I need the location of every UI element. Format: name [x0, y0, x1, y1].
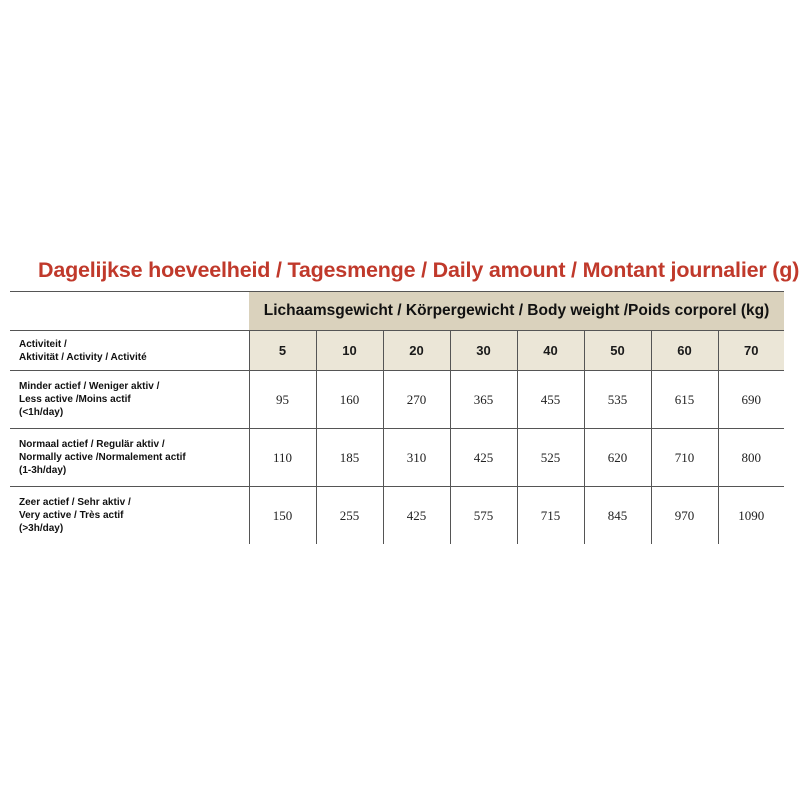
weight-cell: 20 [383, 331, 450, 371]
amount-cell: 690 [718, 371, 784, 429]
activity-label-line: Zeer actief / Sehr aktiv / [19, 497, 131, 508]
activity-label [10, 371, 249, 429]
amount-cell: 365 [450, 371, 517, 429]
activity-label [10, 487, 249, 545]
amount-cell: 970 [651, 487, 718, 545]
activity-label-line: Minder actief / Weniger aktiv / [19, 381, 160, 392]
table-row [10, 429, 784, 487]
activity-label-line: Very active / Très actif [19, 510, 124, 521]
feeding-table [10, 291, 784, 544]
activity-label [10, 429, 249, 487]
amount-cell: 255 [316, 487, 383, 545]
activity-label-line: (>3h/day) [19, 523, 64, 534]
amount-cell: 710 [651, 429, 718, 487]
amount-cell: 525 [517, 429, 584, 487]
amount-cell: 95 [249, 371, 316, 429]
activity-header [10, 331, 249, 371]
amount-cell: 615 [651, 371, 718, 429]
weight-cell: 10 [316, 331, 383, 371]
amount-cell: 160 [316, 371, 383, 429]
weight-cell: 50 [584, 331, 651, 371]
amount-cell: 800 [718, 429, 784, 487]
activity-header-line: Activiteit / [19, 338, 67, 350]
header-blank-cell [10, 292, 249, 331]
table-row [10, 371, 784, 429]
weight-cell: 60 [651, 331, 718, 371]
table-title: Dagelijkse hoeveelheid / Tagesmenge / Daily amount / Montant journalier (g) [38, 258, 800, 282]
weight-cell: 5 [249, 331, 316, 371]
amount-cell: 845 [584, 487, 651, 545]
weight-header-row [10, 292, 784, 331]
amount-cell: 425 [450, 429, 517, 487]
table-row [10, 487, 784, 545]
amount-cell: 425 [383, 487, 450, 545]
amount-cell: 715 [517, 487, 584, 545]
amount-cell: 1090 [718, 487, 784, 545]
activity-label-line: Normaal actief / Regulär aktiv / [19, 439, 165, 450]
amount-cell: 535 [584, 371, 651, 429]
weight-cell: 30 [450, 331, 517, 371]
amount-cell: 620 [584, 429, 651, 487]
amount-cell: 455 [517, 371, 584, 429]
activity-label-line: (1-3h/day) [19, 465, 67, 476]
weight-cell: 40 [517, 331, 584, 371]
amount-cell: 270 [383, 371, 450, 429]
weight-cell: 70 [718, 331, 784, 371]
amount-cell: 310 [383, 429, 450, 487]
amount-cell: 150 [249, 487, 316, 545]
amount-cell: 110 [249, 429, 316, 487]
amount-cell: 575 [450, 487, 517, 545]
body-weight-header: Lichaamsgewicht / Körpergewicht / Body weight /Poids corporel (kg) [249, 292, 784, 331]
activity-label-line: Less active /Moins actif [19, 394, 131, 405]
activity-label-line: (<1h/day) [19, 407, 64, 418]
activity-label-line: Normally active /Normalement actif [19, 452, 186, 463]
weight-values-row [10, 331, 784, 371]
amount-cell: 185 [316, 429, 383, 487]
activity-header-line: Aktivität / Activity / Activité [19, 351, 147, 363]
